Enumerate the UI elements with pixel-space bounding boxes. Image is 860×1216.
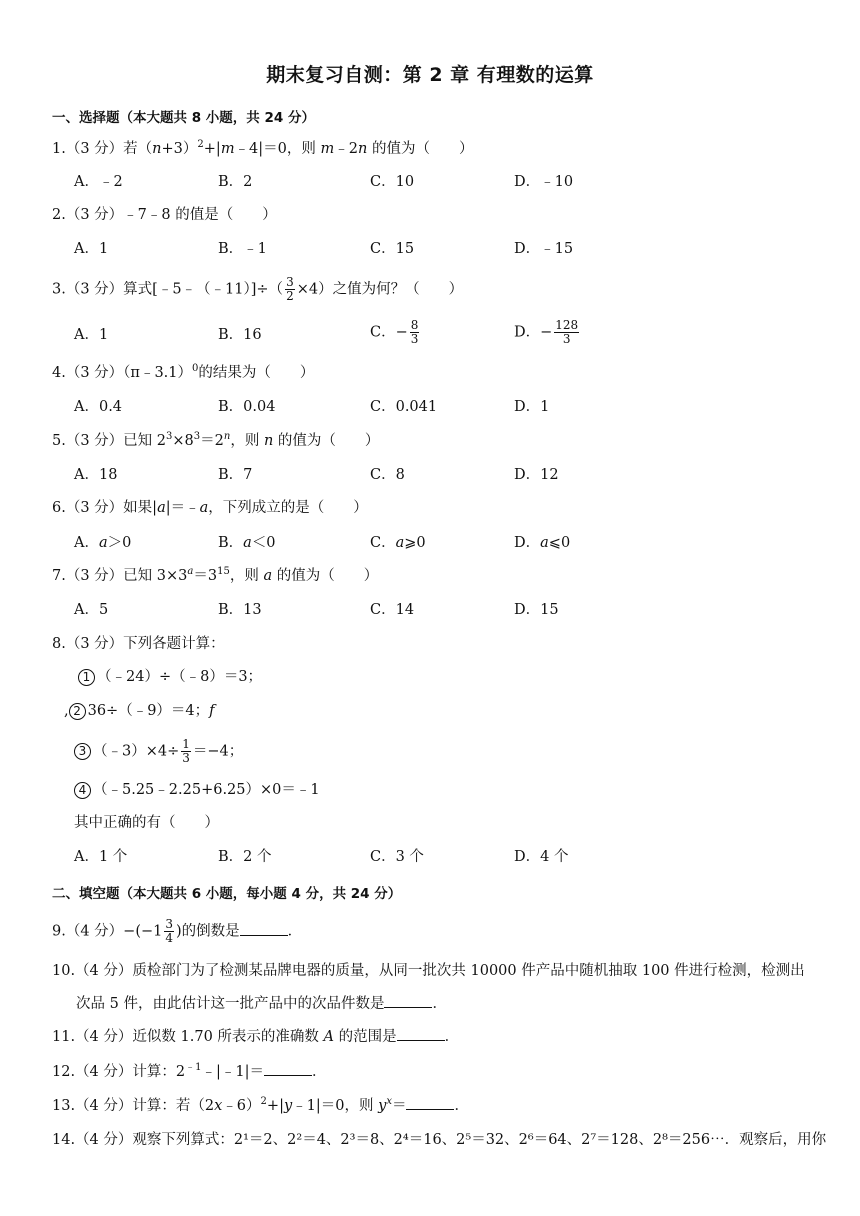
- option-a: A．﹣2: [74, 174, 123, 190]
- question-10: 10.（4 分）质检部门为了检测某品牌电器的质量，从同一批次共 10000 件产品中随机抽取 100 件进行检测，检测出: [52, 963, 805, 979]
- fraction: $\frac{1}{3}$: [182, 737, 190, 765]
- question-1: 1.（3 分）若$(n+3)^2+|m﹣4|=0$，则 m﹣2n 的值为（ ）: [52, 139, 474, 157]
- circled-number: 2: [69, 703, 86, 720]
- option-d: D．1: [514, 399, 550, 415]
- option-b: B．16: [218, 327, 262, 343]
- option-c: C．15: [370, 241, 415, 257]
- question-10-cont: 次品 5 件，由此估计这一批产品中的次品件数是 ．: [76, 993, 447, 1015]
- option-d: D．a⩽0: [514, 535, 571, 551]
- option-b: B．0.04: [218, 399, 276, 415]
- question-13: 13.（4 分）计算：若（2x﹣6）$^2$+|y﹣1|＝0，则 $y^x=$ ．: [52, 1096, 469, 1114]
- q8-ask: 其中正确的有（ ）: [74, 815, 219, 831]
- option-c: C．a⩾0: [370, 535, 426, 551]
- option-b: B．2: [218, 174, 253, 190]
- option-d: D．﹣15: [514, 241, 574, 257]
- option-c: C．− $\frac{8}{3}$: [370, 318, 419, 346]
- section-heading-choice: 一、选择题（本大题共 8 小题，共 24 分）: [52, 110, 315, 126]
- fraction: $\frac{128}{3}$: [555, 318, 579, 346]
- question-5: 5.（3 分）已知 $2^3\times 8^3=2^n$，则 n 的值为（ ）: [52, 431, 380, 449]
- circled-number: 4: [74, 782, 91, 799]
- circled-number: 1: [78, 669, 95, 686]
- option-c: C．3 个: [370, 849, 424, 865]
- option-c: C．0.041: [370, 399, 438, 415]
- option-b: B．a＜0: [218, 535, 276, 551]
- option-d: D．﹣10: [514, 174, 574, 190]
- option-d: D．4 个: [514, 849, 569, 865]
- section-heading-fill: 二、填空题（本大题共 6 小题，每小题 4 分，共 24 分）: [52, 886, 402, 902]
- question-3: 3.（3 分）算式[﹣5﹣（﹣11）]÷（ $\frac{3}{2}$ ×4）之值为何？（ ）: [52, 275, 464, 303]
- option-a: A．1: [74, 241, 109, 257]
- q8-item-2: , 2 36÷（﹣9）＝4；f: [64, 703, 215, 719]
- option-c: C．8: [370, 467, 405, 483]
- q8-item-4: 4 （﹣5.25﹣2.25+6.25）×0＝﹣1: [74, 779, 320, 801]
- question-2: 2.（3 分）﹣7﹣8 的值是（ ）: [52, 207, 277, 223]
- option-d: D．15: [514, 602, 559, 618]
- answer-blank[interactable]: [406, 1095, 454, 1110]
- answer-blank[interactable]: [384, 993, 432, 1008]
- question-12: 12.（4 分）计算：$2^{﹣1}﹣|﹣1|=$ ．: [52, 1062, 327, 1080]
- answer-blank[interactable]: [264, 1061, 312, 1076]
- option-d: D．− $\frac{128}{3}$: [514, 318, 579, 346]
- question-8: 8.（3 分）下列各题计算：: [52, 636, 225, 652]
- option-a: A．18: [74, 467, 118, 483]
- option-b: B．2 个: [218, 849, 272, 865]
- fraction: $\frac{3}{2}$: [286, 275, 294, 303]
- answer-blank[interactable]: [397, 1026, 445, 1041]
- question-4: 4.（3 分）（π﹣3.1）$^0$的结果为（ ）: [52, 363, 315, 381]
- answer-blank[interactable]: [240, 921, 288, 936]
- question-11: 11.（4 分）近似数 1.70 所表示的准确数 A 的范围是 ．: [52, 1026, 459, 1048]
- option-a: A．1: [74, 327, 109, 343]
- question-14: 14.（4 分）观察下列算式：2¹＝2、2²＝4、2³＝8、2⁴＝16、2⁵＝32、2⁶＝64、2⁷＝128、2⁸＝256⋯．观察后，用你: [52, 1132, 827, 1148]
- option-a: A．1 个: [74, 849, 128, 865]
- option-b: B．7: [218, 467, 253, 483]
- option-d: D．12: [514, 467, 559, 483]
- option-c: C．10: [370, 174, 415, 190]
- option-a: A．a＞0: [74, 535, 132, 551]
- option-a: A．5: [74, 602, 109, 618]
- circled-number: 3: [74, 743, 91, 760]
- question-9: 9.（4 分）−(−1 $\frac{3}{4}$ )的倒数是 ．: [52, 917, 303, 945]
- page-title: 期末复习自测：第 2 章 有理数的运算: [266, 64, 594, 86]
- option-b: B．﹣1: [218, 241, 267, 257]
- option-b: B．13: [218, 602, 262, 618]
- q8-item-3: 3 （﹣3）×4÷ $\frac{1}{3}$ ＝−4；: [74, 738, 243, 765]
- option-a: A．0.4: [74, 399, 123, 415]
- fraction: $\frac{3}{4}$: [165, 917, 173, 945]
- fraction: $\frac{8}{3}$: [410, 318, 419, 346]
- question-7: 7.（3 分）已知 $3\times 3^a=3^{15}$，则 a 的值为（ ）: [52, 566, 379, 584]
- question-6: 6.（3 分）如果|a|＝﹣a，下列成立的是（ ）: [52, 500, 368, 516]
- q8-item-1: 1 （﹣24）÷（﹣8）＝3；: [78, 666, 262, 688]
- option-c: C．14: [370, 602, 415, 618]
